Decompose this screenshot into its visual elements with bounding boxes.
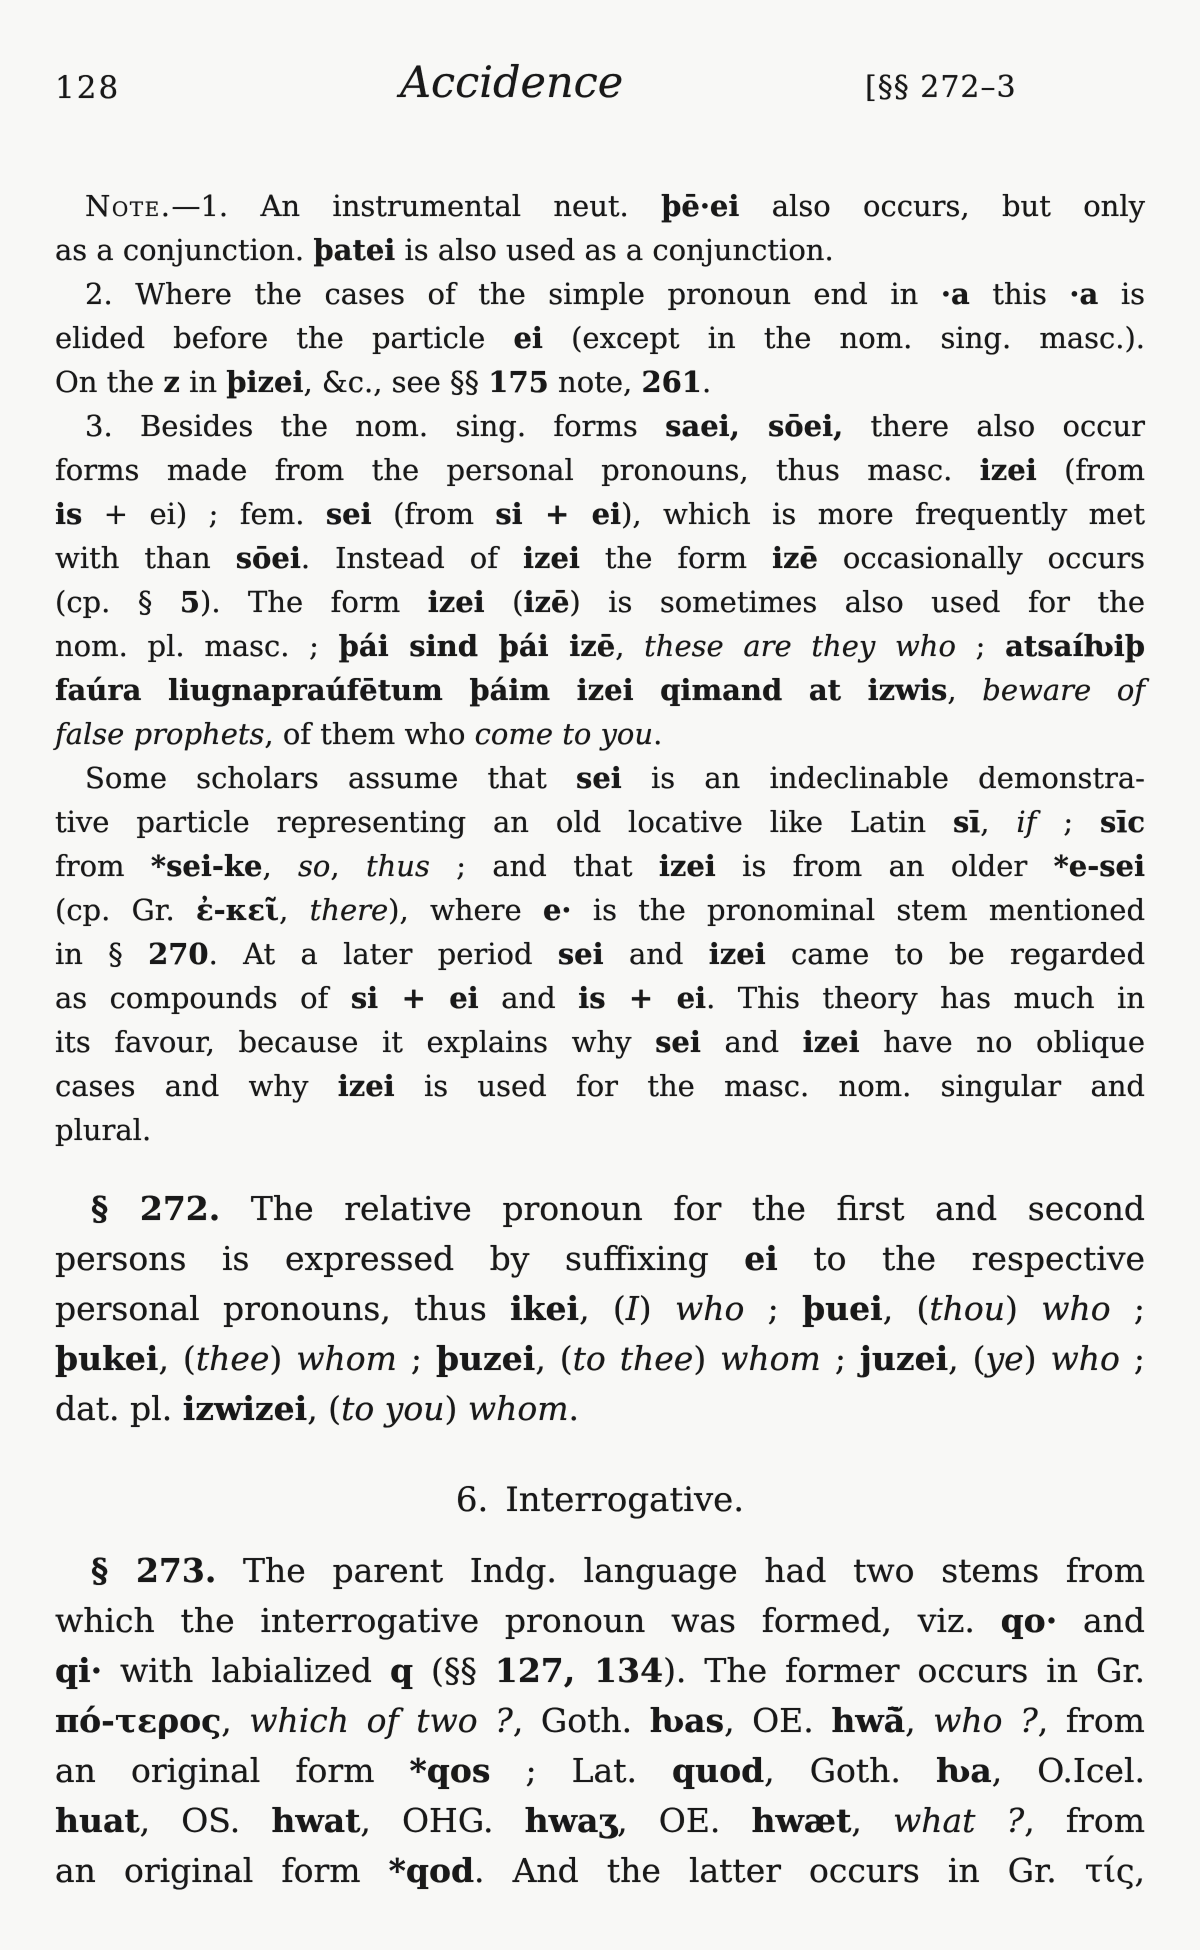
text-line <box>55 1384 1145 1434</box>
language-form-bold: *qos <box>409 1751 491 1790</box>
text-line <box>55 1234 1145 1284</box>
language-form-bold: z <box>163 365 180 399</box>
gloss-italic: whom <box>720 1339 821 1378</box>
text-segment: (cp. § <box>55 585 180 619</box>
text-line <box>55 228 1145 272</box>
language-form-bold: ei <box>513 321 543 355</box>
language-form-bold: 127, 134 <box>494 1651 664 1690</box>
language-form-bold: izē <box>771 541 818 575</box>
text-segment: there also occur <box>843 409 1146 443</box>
gloss-italic: who <box>674 1289 745 1328</box>
text-segment: ; Lat. <box>490 1751 673 1790</box>
gloss-italic: which of two ? <box>249 1701 513 1740</box>
language-form-bold: ei <box>744 1239 778 1278</box>
language-form-bold: faúra liugnapraúfētum þáim izei qimand at izwis <box>55 673 948 707</box>
text-segment: , from <box>1024 1801 1145 1840</box>
language-form-bold: þatei <box>313 233 396 267</box>
text-segment: —1. An instrumental neut. <box>171 189 662 223</box>
text-line <box>55 1020 1145 1064</box>
text-segment: , &c., see §§ <box>303 365 489 399</box>
note-block <box>55 184 1145 1152</box>
text-segment: nom. pl. masc. ; <box>55 629 339 663</box>
language-form-bold: sī <box>952 805 981 839</box>
text-line <box>55 184 1145 228</box>
subsection-heading: 6. Interrogative. <box>455 1480 745 1520</box>
text-segment: , <box>947 673 983 707</box>
text-segment: , OS. <box>139 1801 272 1840</box>
text-segment: On the <box>55 365 164 399</box>
text-segment: , of them who <box>264 717 475 751</box>
language-form-bold: 261 <box>641 365 702 399</box>
gloss-italic: thee <box>195 1339 270 1378</box>
language-form-bold: sei <box>655 1025 701 1059</box>
text-line <box>55 1284 1145 1334</box>
text-segment: with labialized <box>102 1651 390 1690</box>
language-form-bold: *sei-ke <box>150 849 263 883</box>
text-segment: persons is expressed by suffixing <box>55 1239 745 1278</box>
text-line <box>55 1746 1145 1796</box>
text-segment: , Goth. <box>512 1701 650 1740</box>
language-form-bold: *e-sei <box>1053 849 1146 883</box>
text-segment: , O.Icel. <box>991 1751 1146 1790</box>
text-segment: ; <box>396 1339 436 1378</box>
language-form-bold: huat <box>55 1801 140 1840</box>
language-form-bold: ƕas <box>649 1701 725 1740</box>
language-form-bold: izē <box>523 585 570 619</box>
gloss-italic: what ? <box>892 1801 1025 1840</box>
language-form-bold: þizei <box>226 365 304 399</box>
text-line <box>55 1108 1145 1152</box>
text-segment: ; <box>955 629 1006 663</box>
text-segment: ; <box>1119 1339 1145 1378</box>
text-line <box>55 316 1145 360</box>
language-form-bold: þē·ei <box>661 189 740 223</box>
text-segment: ; <box>820 1339 860 1378</box>
text-segment: is an indeclinable demonstra- <box>621 761 1145 795</box>
text-line <box>55 1796 1145 1846</box>
page-header <box>55 0 1145 118</box>
text-segment: the form <box>579 541 772 575</box>
text-line <box>55 448 1145 492</box>
text-segment: , <box>980 805 1017 839</box>
text-segment: ), where <box>388 893 543 927</box>
language-form-bold: qi· <box>55 1651 103 1690</box>
text-segment: . <box>568 1389 579 1428</box>
language-form-bold: atsaíƕiþ <box>1005 629 1146 663</box>
language-form-bold: § 272. <box>91 1189 221 1228</box>
language-form-bold: πό-τερος <box>55 1701 222 1740</box>
text-segment: , <box>905 1701 934 1740</box>
text-segment: and <box>478 981 579 1015</box>
language-form-bold: ·a <box>940 277 970 311</box>
text-segment: and <box>603 937 709 971</box>
text-segment: , ( <box>948 1339 986 1378</box>
language-form-bold: 270 <box>148 937 209 971</box>
text-segment: ). The form <box>200 585 428 619</box>
gloss-italic: whom <box>296 1339 397 1378</box>
text-segment: . This theory has much in <box>706 981 1145 1015</box>
language-form-bold: þái sind þái izē <box>338 629 616 663</box>
language-form-bold: *qod <box>388 1851 475 1890</box>
text-segment: . And the latter occurs in Gr. τίς, <box>474 1851 1145 1890</box>
text-segment: personal pronouns, thus <box>55 1289 511 1328</box>
text-segment: , <box>262 849 299 883</box>
language-form-bold: izei <box>658 849 716 883</box>
language-form-bold: þukei <box>55 1339 159 1378</box>
text-segment: ; <box>1110 1289 1145 1328</box>
text-segment: which the interrogative pronoun was formed, viz. <box>55 1601 1001 1640</box>
gloss-italic: there <box>309 893 389 927</box>
language-form-bold: qo· <box>1000 1601 1058 1640</box>
text-segment: is <box>1098 277 1145 311</box>
text-line <box>55 404 1145 448</box>
text-segment: ( <box>484 585 524 619</box>
text-line <box>55 1646 1145 1696</box>
text-line <box>55 624 1145 668</box>
text-line <box>55 1596 1145 1646</box>
language-form-bold: hwaʒ <box>524 1801 618 1840</box>
text-segment: The relative pronoun for the first and second <box>220 1189 1145 1228</box>
text-segment: this <box>969 277 1070 311</box>
language-form-bold: ·a <box>1069 277 1099 311</box>
text-segment: ), which is more frequently met <box>621 497 1145 531</box>
text-segment: . Instead of <box>300 541 523 575</box>
text-segment: in § <box>55 937 149 971</box>
language-form-bold: sīc <box>1100 805 1146 839</box>
text-segment: ) <box>444 1389 468 1428</box>
text-segment: and <box>1057 1601 1146 1640</box>
gloss-italic: if <box>1016 805 1037 839</box>
text-segment: ; and that <box>429 849 659 883</box>
text-segment: with than <box>55 541 236 575</box>
language-form-bold: is <box>55 497 83 531</box>
text-segment: from <box>55 849 151 883</box>
text-segment: , OHG. <box>360 1801 525 1840</box>
text-line <box>55 1546 1145 1596</box>
text-line <box>55 668 1145 712</box>
text-segment: tive particle representing an old locative like Latin <box>55 805 953 839</box>
language-form-bold: sei <box>576 761 622 795</box>
text-segment: , OE. <box>617 1801 752 1840</box>
language-form-bold: 175 <box>488 365 549 399</box>
text-segment: in <box>179 365 227 399</box>
text-segment: came to be regarded <box>765 937 1146 971</box>
text-line <box>55 932 1145 976</box>
text-segment: also occurs, but only <box>739 189 1145 223</box>
smallcaps-label: Note. <box>85 189 172 223</box>
text-segment: The parent Indg. language had two stems from <box>216 1551 1145 1590</box>
language-form-bold: ƕa <box>935 1751 992 1790</box>
text-segment: (§§ <box>413 1651 495 1690</box>
language-form-bold: hwæt <box>751 1801 852 1840</box>
language-form-bold: si + ei <box>495 497 622 531</box>
text-segment: , from <box>1037 1701 1145 1740</box>
gloss-italic: to thee <box>572 1339 694 1378</box>
text-segment: , <box>279 893 310 927</box>
text-segment: plural. <box>55 1113 152 1147</box>
text-segment: an original form <box>55 1751 410 1790</box>
text-line <box>55 1334 1145 1384</box>
text-line <box>55 492 1145 536</box>
language-form-bold: þuei <box>802 1289 883 1328</box>
gloss-italic: these are they who <box>644 629 956 663</box>
language-form-bold: is + ei <box>578 981 707 1015</box>
text-segment: have no oblique <box>859 1025 1146 1059</box>
text-segment: , ( <box>158 1339 196 1378</box>
gloss-italic: whom <box>467 1389 569 1428</box>
text-line <box>55 756 1145 800</box>
language-form-bold: e· <box>542 893 572 927</box>
language-form-bold: izwizei <box>182 1389 308 1428</box>
text-line <box>55 800 1145 844</box>
language-form-bold: þuzei <box>435 1339 536 1378</box>
text-segment: . At a later period <box>208 937 558 971</box>
text-segment: , <box>615 629 645 663</box>
language-form-bold: § 273. <box>91 1551 217 1590</box>
language-form-bold: izei <box>427 585 485 619</box>
text-segment: an original form <box>55 1851 389 1890</box>
language-form-bold: 5 <box>179 585 200 619</box>
text-segment: ) is sometimes also used for the <box>569 585 1145 619</box>
text-segment: dat. pl. <box>55 1389 183 1428</box>
text-line <box>55 976 1145 1020</box>
gloss-italic: so <box>298 849 331 883</box>
text-segment: . <box>701 365 712 399</box>
language-form-bold: sōei <box>235 541 301 575</box>
text-line <box>55 272 1145 316</box>
language-form-bold: q <box>390 1651 414 1690</box>
language-form-bold: hwā̆ <box>831 1701 906 1740</box>
text-segment: ). The former occurs in Gr. <box>663 1651 1146 1690</box>
language-form-bold: izei <box>337 1069 395 1103</box>
gloss-italic: to you <box>341 1389 445 1428</box>
language-form-bold: ikei <box>510 1289 580 1328</box>
text-line <box>55 1696 1145 1746</box>
text-segment: is the pronominal stem mentioned <box>571 893 1146 927</box>
text-segment: , <box>330 849 366 883</box>
text-segment: ) <box>1005 1289 1042 1328</box>
text-segment: ) <box>1023 1339 1051 1378</box>
language-form-bold: quod <box>672 1751 765 1790</box>
gloss-italic: who ? <box>933 1701 1038 1740</box>
text-segment: ) <box>638 1289 675 1328</box>
text-segment: occasionally occurs <box>817 541 1145 575</box>
language-form-bold: hwat <box>271 1801 361 1840</box>
text-segment: , <box>851 1801 893 1840</box>
text-segment: , ( <box>882 1289 930 1328</box>
language-form-bold: izei <box>522 541 580 575</box>
text-segment: ; <box>1036 805 1100 839</box>
text-segment: ) <box>269 1339 297 1378</box>
text-line <box>55 1846 1145 1896</box>
language-form-bold: si + ei <box>350 981 479 1015</box>
gloss-italic: I <box>625 1289 639 1328</box>
text-segment: (from <box>1036 453 1145 487</box>
language-form-bold: sei <box>557 937 604 971</box>
language-form-bold: saei, sōei, <box>665 409 844 443</box>
text-segment: + ei) ; fem. <box>82 497 326 531</box>
language-form-bold: juzei <box>859 1339 949 1378</box>
gloss-italic: who <box>1050 1339 1120 1378</box>
page-number: 128 <box>55 70 121 106</box>
text-segment: Some scholars assume that <box>85 761 576 795</box>
text-segment: note, <box>548 365 642 399</box>
text-segment: and <box>700 1025 803 1059</box>
text-segment: its favour, because it explains why <box>55 1025 656 1059</box>
gloss-italic: thus <box>365 849 430 883</box>
text-segment: as compounds of <box>55 981 351 1015</box>
section-272-paragraph <box>55 1184 1145 1434</box>
text-segment: 3. Besides the nom. sing. forms <box>85 409 666 443</box>
section-reference: [§§ 272–3 <box>865 70 1017 105</box>
text-line <box>55 844 1145 888</box>
text-segment: ; <box>744 1289 803 1328</box>
language-form-bold: izei <box>802 1025 860 1059</box>
section-273-paragraph <box>55 1546 1145 1896</box>
text-segment: . <box>653 717 663 751</box>
text-segment: , OE. <box>724 1701 832 1740</box>
text-line <box>55 536 1145 580</box>
gloss-italic: false prophets <box>55 717 265 751</box>
text-segment: , <box>221 1701 250 1740</box>
text-segment: cases and why <box>55 1069 338 1103</box>
language-form-bold: izei <box>979 453 1037 487</box>
text-segment: , ( <box>307 1389 342 1428</box>
text-segment: (cp. Gr. <box>55 893 196 927</box>
text-line <box>55 1184 1145 1234</box>
text-segment: as a conjunction. <box>55 233 314 267</box>
text-segment: is used for the masc. nom. singular and <box>394 1069 1145 1103</box>
gloss-italic: who <box>1041 1289 1111 1328</box>
text-segment: , ( <box>579 1289 626 1328</box>
text-segment: is from an older <box>715 849 1054 883</box>
text-segment: 2. Where the cases of the simple pronoun end in <box>85 277 941 311</box>
text-segment: (from <box>371 497 496 531</box>
text-line <box>55 580 1145 624</box>
text-line <box>55 712 1145 756</box>
language-form-bold: izei <box>708 937 766 971</box>
gloss-italic: come to you <box>474 717 654 751</box>
text-line <box>55 1064 1145 1108</box>
gloss-italic: beware of <box>982 673 1146 707</box>
gloss-italic: thou <box>929 1289 1006 1328</box>
text-segment: elided before the particle <box>55 321 514 355</box>
text-segment: is also used as a conjunction. <box>395 233 834 267</box>
text-segment: , ( <box>535 1339 573 1378</box>
text-segment: forms made from the personal pronouns, thus masc. <box>55 453 980 487</box>
language-form-bold: sei <box>325 497 372 531</box>
gloss-italic: ye <box>985 1339 1024 1378</box>
text-line <box>55 888 1145 932</box>
text-segment: , Goth. <box>764 1751 936 1790</box>
text-column <box>55 0 1145 1896</box>
text-segment: (except in the nom. sing. masc.). <box>542 321 1146 355</box>
text-line <box>55 360 1145 404</box>
text-segment: to the respective <box>777 1239 1145 1278</box>
language-form-bold: ἐ-κεῖ <box>196 893 280 927</box>
running-title: Accidence <box>400 58 624 108</box>
text-segment: ) <box>693 1339 721 1378</box>
